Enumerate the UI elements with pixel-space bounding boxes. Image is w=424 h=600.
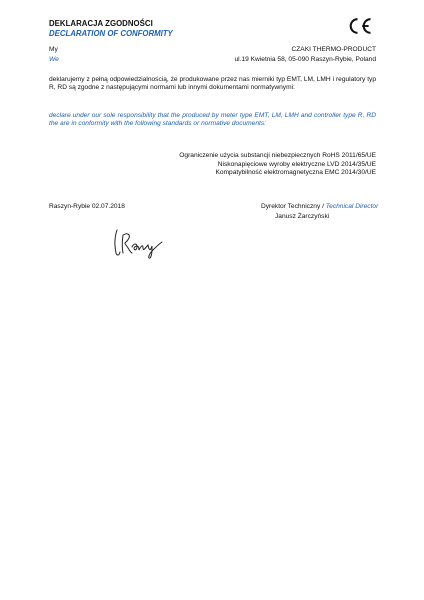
declaration-text-polish: deklarujemy z pełną odpowiedzialnością, że produkowane przez nas mierniki typ EMT, LM, LMH i regulatory typ R, RD są zgodne z następującymi normami lub innymi dokumentami normatywnymi: [49, 76, 376, 92]
handwritten-signature [108, 226, 166, 260]
ce-mark-icon [346, 16, 374, 36]
standards-list [179, 152, 376, 178]
standard-rohs: Ograniczenie użycia substancji niebezpiecznych RoHS 2011/65/UE [179, 152, 376, 159]
director-title-polish: Dyrektor Techniczny / [261, 203, 326, 210]
title-polish: DEKLARACJA ZGODNOŚCI [49, 19, 153, 28]
company-address: ul.19 Kwietnia 58, 05-090 Raszyn-Rybie, Poland [234, 56, 376, 63]
declaration-text-english: declare under our sole responsibility that the produced by meter type EMT, LM, LMH and controller type R, RD the are in conformity with the following standards or normative documents: [49, 112, 376, 128]
we-label-polish: My [49, 46, 58, 53]
standard-lvd: Niskonapięciowe wyroby elektryczne LVD 2014/35/UE [217, 160, 376, 168]
standard-emc: Kompatybilność elektromagnetyczna EMC 2014/30/UE [215, 169, 376, 177]
director-name: Janusz Żarczyński [275, 213, 330, 220]
director-title [261, 203, 378, 210]
place-and-date: Raszyn-Rybie 02.07.2018 [49, 203, 125, 210]
company-name: CZAKI THERMO-PRODUCT [291, 46, 376, 53]
director-title-english: Technical Director [325, 203, 379, 210]
title-english: DECLARATION OF CONFORMITY [49, 29, 173, 38]
we-label-english: We [49, 56, 59, 63]
